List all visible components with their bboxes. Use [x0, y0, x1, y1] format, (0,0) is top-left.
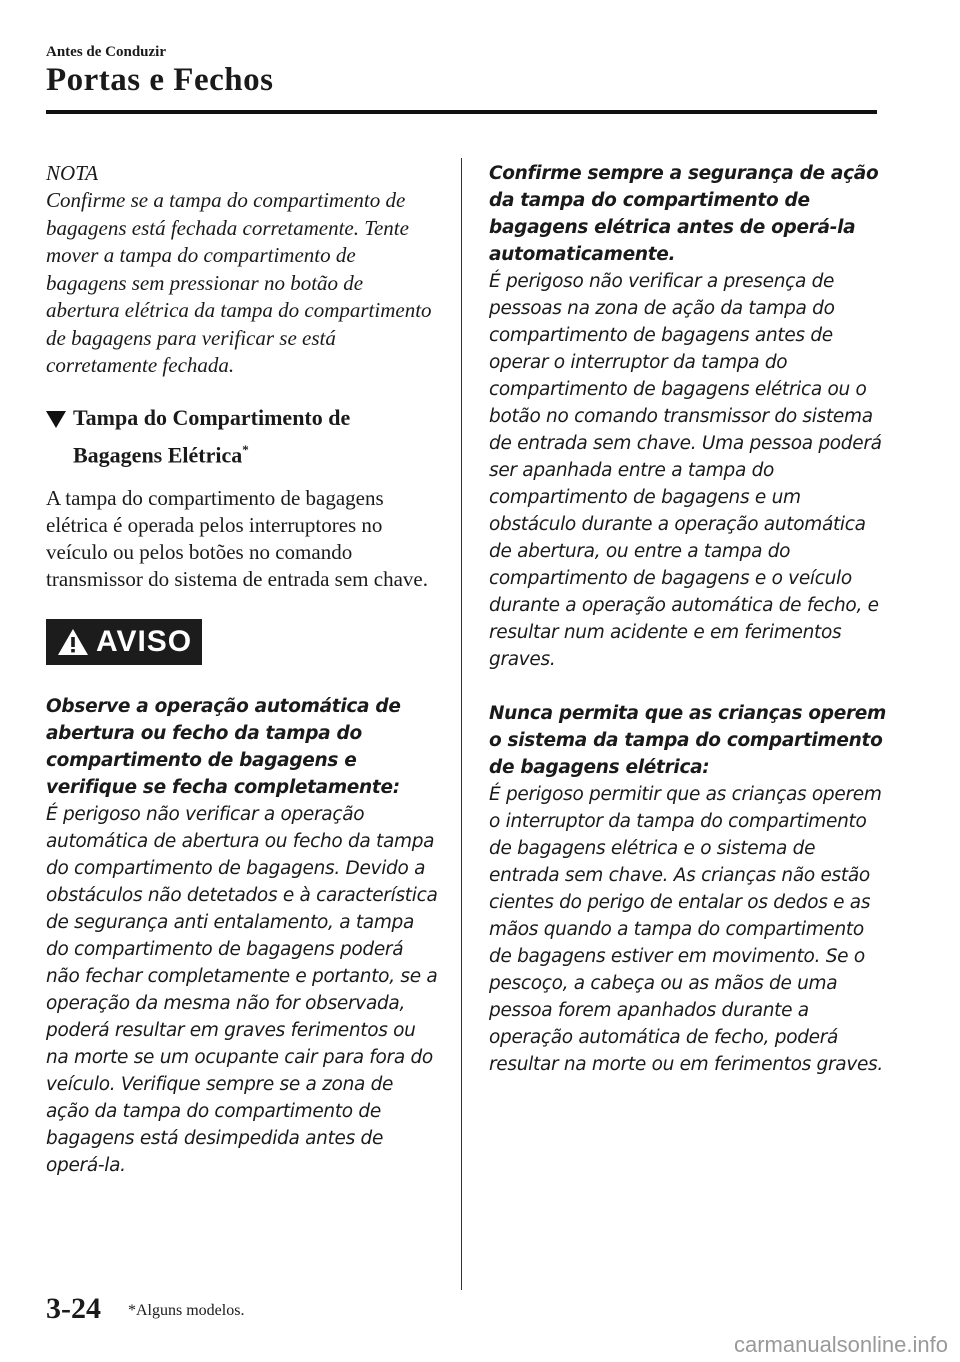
- triangle-bullet-icon: [46, 411, 66, 428]
- warning-1-text: É perigoso não verificar a operação automática de abertura ou fecho da tampa do compartimento de bagagens. Devido a obstáculos não detetados e à característica de segurança anti entalamento, a tampa do compartimento de bagagens poderá não fechar completamente e portanto, se a operação da mesma não for observada, poderá resultar em graves ferimentos ou na morte se um ocupante cair para fora do veículo. Verifique sempre se a zona de ação da tampa do compartimento de bagagens está desimpedida antes de operá-la.: [46, 803, 438, 1176]
- section-heading-text: Tampa do Compartimento de Bagagens Elétrica: [73, 404, 351, 467]
- column-divider: [461, 158, 462, 1290]
- warning-block-3: [489, 700, 889, 1078]
- page-title: Portas e Fechos: [46, 62, 274, 98]
- note-label: NOTA: [46, 161, 99, 185]
- left-column: [46, 160, 441, 1179]
- aviso-badge: [46, 619, 202, 665]
- warning-1-title: Observe a operação automática de abertura ou fecho da tampa do compartimento de bagagens e verifique se fecha completamente:: [46, 695, 401, 798]
- right-column: [489, 160, 889, 1078]
- warning-3-text: É perigoso permitir que as crianças operem o interruptor da tampa do compartimento de bagagens elétrica e o sistema de entrada sem chave. As crianças não estão cientes do perigo de entalar os dedos e as mãos quando a tampa do compartimento de bagagens estiver em movimento. Se o pescoço, a cabeça ou as mãos de uma pessoa forem apanhados durante a operação automática de fecho, poderá resultar na morte ou em ferimentos graves.: [489, 784, 883, 1075]
- warning-block-1: [46, 693, 441, 1179]
- header-rule: [46, 110, 877, 114]
- footnote-mark: *: [242, 441, 249, 457]
- warning-block-2: [489, 160, 889, 673]
- note-text: Confirme se a tampa do compartimento de bagagens está fechada corretamente. Tente mover a tampa do compartimento de bagagens sem pressionar no botão de abertura elétrica da tampa do compartimento de bagagens para verificar se está corretamente fechada.: [46, 188, 432, 377]
- section-heading: [46, 402, 441, 471]
- warning-3-title: Nunca permita que as crianças operem o sistema da tampa do compartimento de bagagens elétrica:: [489, 703, 886, 778]
- section-name: Antes de Conduzir: [46, 44, 167, 60]
- warning-2-title: Confirme sempre a segurança de ação da tampa do compartimento de bagagens elétrica antes de operá-la automaticamente.: [489, 163, 879, 265]
- warning-2-text: É perigoso não verificar a presença de pessoas na zona de ação da tampa do compartimento de bagagens antes de operar o interruptor da tampa do compartimento de bagagens elétrica ou o botão no comando transmissor do sistema de entrada sem chave. Uma pessoa poderá ser apanhada entre a tampa do compartimento de bagagens e um obstáculo durante a operação automática de abertura, ou entre a tampa do compartimento de bagagens e o veículo durante a operação automática de fecho, e resultar num acidente e em ferimentos graves.: [489, 271, 882, 670]
- section-body: A tampa do compartimento de bagagens elétrica é operada pelos interruptores no veículo ou pelos botões no comando transmissor do sistema de entrada sem chave.: [46, 485, 428, 591]
- page-number: 3-24: [46, 1292, 101, 1325]
- footnote: *Alguns modelos.: [128, 1302, 245, 1319]
- warning-triangle-icon: [56, 627, 90, 657]
- aviso-label: AVISO: [96, 624, 193, 658]
- watermark: carmanualsonline.info: [733, 1332, 948, 1357]
